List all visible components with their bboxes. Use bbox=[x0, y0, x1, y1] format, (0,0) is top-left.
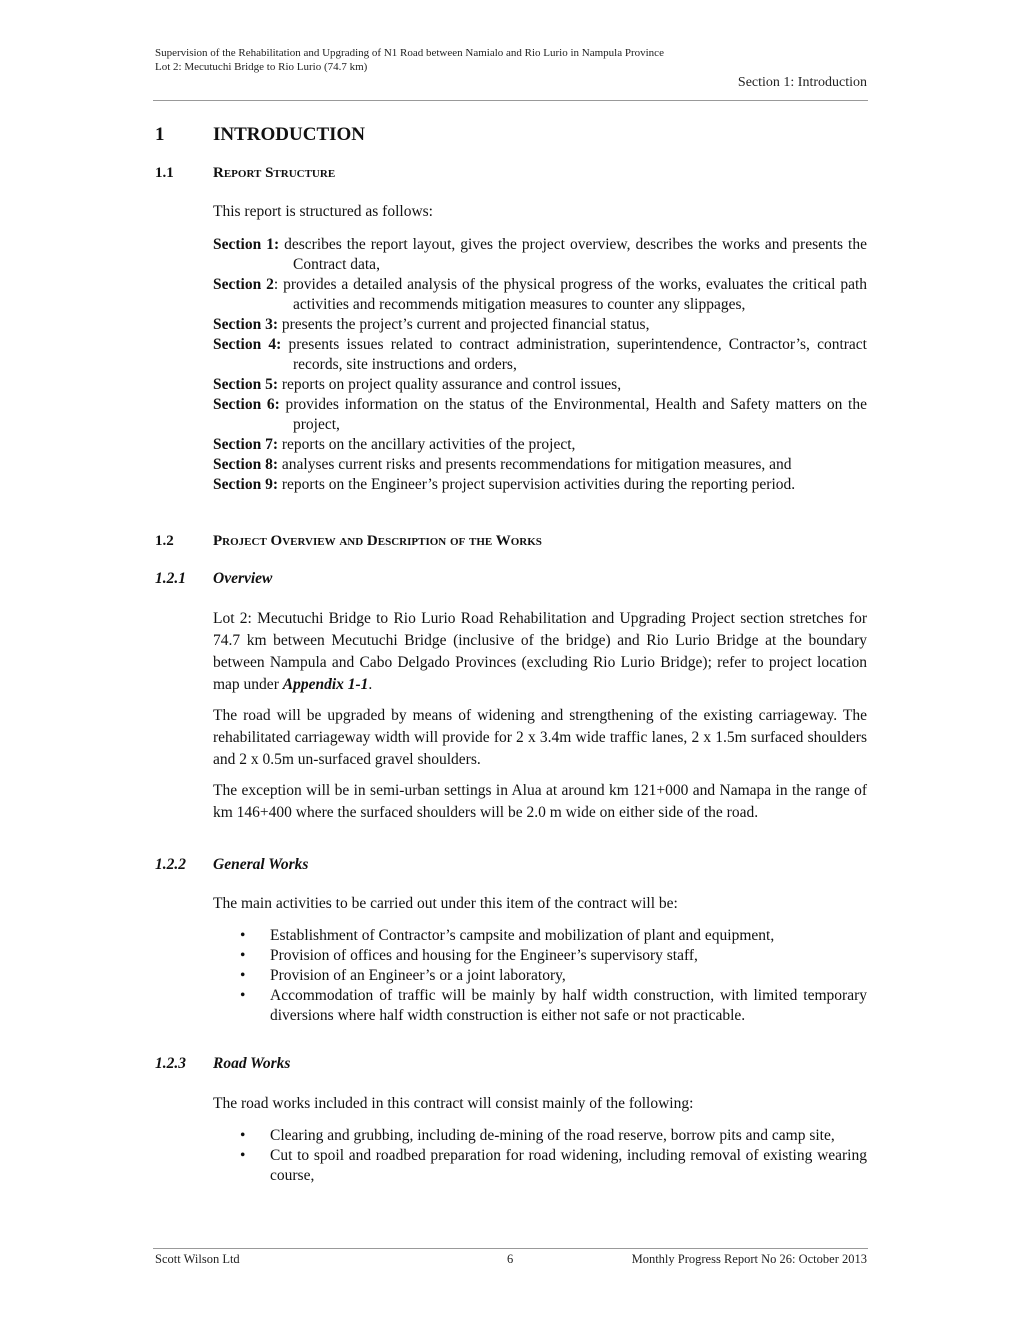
section-description: reports on project quality assurance and control issues, bbox=[278, 376, 622, 393]
bullet-icon: • bbox=[240, 947, 246, 964]
report-structure-intro: This report is structured as follows: bbox=[213, 203, 433, 220]
list-item: • Provision of an Engineer’s or a joint laboratory, bbox=[240, 967, 566, 984]
section-label: Section 1: bbox=[213, 236, 280, 253]
heading-title: General Works bbox=[213, 856, 309, 873]
header-lot-title: Lot 2: Mecutuchi Bridge to Rio Lurio (74.7 km) bbox=[155, 61, 368, 73]
section-description: presents the project’s current and projected financial status, bbox=[278, 316, 650, 333]
heading-title: Report Structure bbox=[213, 165, 336, 181]
section-description: reports on the ancillary activities of the project, bbox=[278, 436, 576, 453]
section-description: reports on the Engineer’s project supervision activities during the reporting period. bbox=[278, 476, 796, 493]
bullet-icon: • bbox=[240, 1127, 246, 1144]
section-label: Section 2 bbox=[213, 276, 274, 293]
section-list bbox=[213, 235, 867, 495]
heading-title: Project Overview and Description of the Works bbox=[213, 533, 542, 549]
footer-company: Scott Wilson Ltd bbox=[155, 1252, 240, 1266]
section-label: Section 4: bbox=[213, 336, 282, 353]
list-item: • Cut to spoil and roadbed preparation for road widening, including removal of existing wearing course, bbox=[240, 1147, 867, 1184]
general-works-list bbox=[240, 926, 867, 1026]
section-list-item bbox=[213, 395, 867, 435]
section-description: provides information on the status of the Environmental, Health and Safety matters on the project, bbox=[279, 396, 867, 433]
bullet-icon: • bbox=[240, 927, 246, 944]
section-list-item bbox=[213, 235, 867, 275]
section-list-item bbox=[213, 335, 867, 375]
overview-paragraph-2: The road will be upgraded by means of widening and strengthening of the existing carriageway. The rehabilitated carriageway width will provide for 2 x 3.4m wide traffic lanes, 2 x 1.5m surfaced shoulders and 2 x 0.5m un-surfaced gravel shoulders. bbox=[213, 707, 867, 768]
header-section-label: Section 1: Introduction bbox=[737, 75, 867, 90]
bullet-icon: • bbox=[240, 967, 246, 984]
heading-number: 1.2.2 bbox=[155, 856, 186, 873]
section-description: : provides a detailed analysis of the physical progress of the works, evaluates the critical path activities and recommends mitigation measures to counter any slippages, bbox=[273, 276, 868, 313]
footer-report-title: Monthly Progress Report No 26: October 2013 bbox=[631, 1252, 867, 1266]
section-label: Section 5: bbox=[213, 376, 279, 393]
list-item: • Provision of offices and housing for the Engineer’s supervisory staff, bbox=[240, 947, 698, 964]
bullet-icon: • bbox=[240, 987, 246, 1004]
section-label: Section 3: bbox=[213, 316, 279, 333]
section-list-item bbox=[213, 375, 867, 395]
chapter-title: INTRODUCTION bbox=[213, 124, 366, 145]
section-label: Section 8: bbox=[213, 456, 279, 473]
list-item: • Clearing and grubbing, including de-mining of the road reserve, borrow pits and camp site, bbox=[240, 1127, 835, 1144]
heading-number: 1.2 bbox=[155, 533, 174, 549]
header-project-title: Supervision of the Rehabilitation and Upgrading of N1 Road between Namialo and Rio Lurio in Nampula Province bbox=[155, 47, 664, 59]
paragraph-text: Lot 2: Mecutuchi Bridge to Rio Lurio Road Rehabilitation and Upgrading Project section stretches for 74.7 km between Mecutuchi Bridge (inclusive of the bridge) and Rio Lurio Bridge at the boundary between Nampula and Cabo Delgado Provinces (excluding Rio Lurio Bridge); refer to project location map under bbox=[213, 610, 867, 693]
overview-paragraph-1 bbox=[213, 608, 867, 696]
header-divider bbox=[153, 100, 868, 101]
chapter-number: 1 bbox=[155, 124, 165, 145]
heading-number: 1.2.1 bbox=[155, 570, 186, 587]
section-list-item bbox=[213, 435, 867, 455]
section-label: Section 7: bbox=[213, 436, 279, 453]
appendix-reference: Appendix 1-1 bbox=[282, 676, 369, 693]
footer-page-number: 6 bbox=[507, 1252, 514, 1266]
heading-number: 1.1 bbox=[155, 165, 174, 181]
bullet-icon: • bbox=[240, 1147, 246, 1164]
section-description: presents issues related to contract administration, superintendence, Contractor’s, contract records, site instructions and orders, bbox=[281, 336, 867, 373]
section-label: Section 9: bbox=[213, 476, 279, 493]
heading-title: Overview bbox=[213, 570, 273, 587]
section-list-item bbox=[213, 275, 867, 315]
section-list-item bbox=[213, 475, 867, 495]
road-works-intro: The road works included in this contract will consist mainly of the following: bbox=[213, 1095, 694, 1112]
list-item: • Establishment of Contractor’s campsite and mobilization of plant and equipment, bbox=[240, 927, 775, 944]
section-description: analyses current risks and presents recommendations for mitigation measures, and bbox=[278, 456, 792, 473]
road-works-list bbox=[240, 1126, 867, 1186]
heading-number: 1.2.3 bbox=[155, 1055, 186, 1072]
overview-paragraph-3: The exception will be in semi-urban settings in Alua at around km 121+000 and Namapa in the range of km 146+400 where the surfaced shoulders will be 2.0 m wide on either side of the road. bbox=[213, 782, 867, 821]
section-list-item bbox=[213, 455, 867, 475]
heading-title: Road Works bbox=[213, 1055, 291, 1072]
list-item: • Accommodation of traffic will be mainly by half width construction, with limited temporary diversions where half width construction is either not safe or not practicable. bbox=[240, 987, 867, 1024]
section-list-item bbox=[213, 315, 867, 335]
section-label: Section 6: bbox=[213, 396, 280, 413]
paragraph-text: . bbox=[368, 676, 373, 693]
section-description: describes the report layout, gives the project overview, describes the works and presents the Contract data, bbox=[279, 236, 867, 273]
footer-divider bbox=[153, 1248, 868, 1249]
general-works-intro: The main activities to be carried out under this item of the contract will be: bbox=[213, 895, 678, 912]
